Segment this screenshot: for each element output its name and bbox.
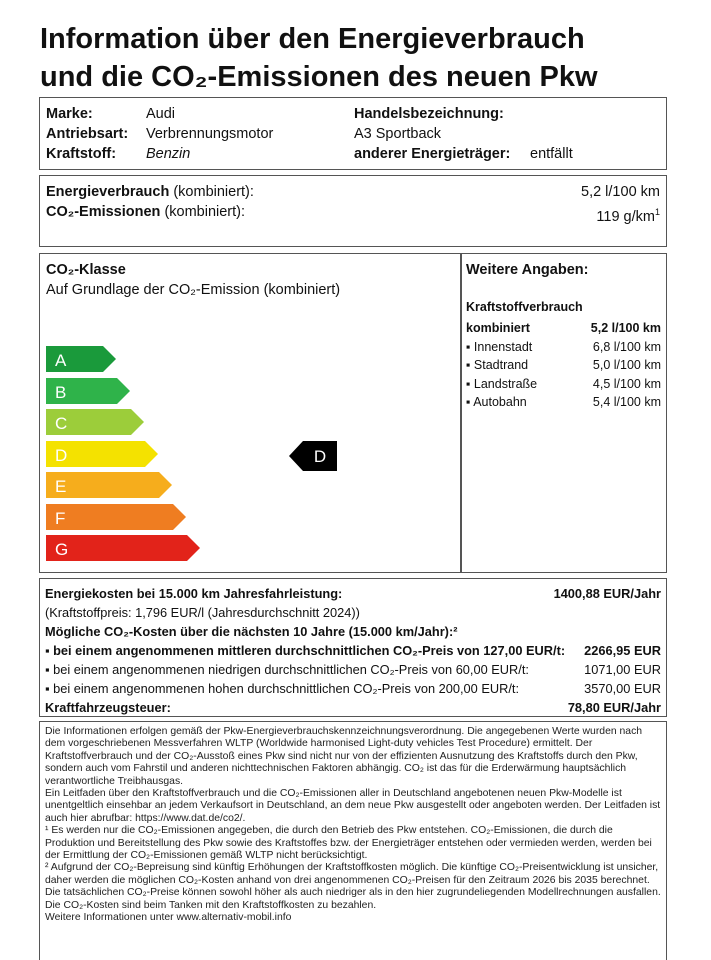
- co2-price-high-value: 3570,00 EUR: [584, 681, 661, 696]
- consumption-row-label: kombiniert: [466, 321, 530, 335]
- consumption-row-label: ▪ Innenstadt: [466, 339, 533, 354]
- co2-price-mid-label: ▪ bei einem angenommenen mittleren durchschnittlichen CO₂-Preis von 127,00 EUR/t:: [45, 643, 566, 658]
- co2-costs-heading: Mögliche CO₂-Kosten über die nächsten 10 Jahre (15.000 km/Jahr):²: [45, 624, 458, 639]
- co2-price-high-label: ▪ bei einem angenommenen hohen durchschnittlichen CO₂-Preis von 200,00 EUR/t:: [45, 681, 520, 696]
- fineprint-text: [45, 726, 663, 925]
- energiekosten-label: Energiekosten bei 15.000 km Jahresfahrleistung:: [45, 586, 343, 601]
- fineprint-box: [39, 721, 667, 960]
- class-letter-g: G: [55, 540, 69, 559]
- co2-label: [46, 202, 245, 223]
- co2-label-bold: CO₂-Emissionen: [46, 204, 161, 220]
- class-letter-b: B: [55, 382, 67, 402]
- costs-box: [39, 578, 667, 717]
- kfz-steuer-label: Kraftfahrzeugsteuer:: [45, 700, 171, 715]
- class-letter-c: C: [55, 414, 68, 433]
- energie-label-bold: Energieverbrauch: [46, 184, 170, 200]
- co2-value: [596, 202, 660, 227]
- class-letter-e: E: [55, 477, 67, 496]
- marke-value: Audi: [146, 106, 176, 122]
- class-letter-a: A: [55, 351, 67, 370]
- fineprint-more-info: Weitere Informationen unter www.alternativ-mobil.info: [45, 912, 292, 924]
- kraftstoff-value: Benzin: [146, 146, 191, 162]
- further-heading: Weitere Angaben:: [466, 262, 589, 278]
- title-line-2: und die CO₂-Emissionen des neuen Pkw: [40, 61, 598, 93]
- energie-label-rest: (kombiniert):: [169, 184, 254, 200]
- further-subheading: Kraftstoffverbrauch: [466, 300, 583, 314]
- co2-price-low-label: ▪ bei einem angenommenen niedrigen durchschnittlichen CO₂-Preis von 60,00 EUR/t:: [45, 662, 529, 677]
- class-arrow-b: [46, 378, 130, 404]
- class-letter-d: D: [55, 445, 68, 465]
- current-class-marker: [289, 441, 337, 471]
- anderer-value: entfällt: [530, 146, 573, 162]
- consumption-row-value: 6,8 l/100 km: [592, 339, 661, 354]
- co2-footnote-marker: 1: [654, 207, 660, 217]
- antrieb-label: Antriebsart:: [46, 126, 129, 142]
- class-arrow-a: [46, 346, 116, 372]
- kraftstoffpreis-note: (Kraftstoffpreis: 1,796 EUR/l (Jahresdurchschnitt 2024)): [45, 605, 360, 620]
- class-arrow-d: [46, 441, 158, 467]
- energiekosten-value: 1400,88 EUR/Jahr: [553, 586, 661, 601]
- kfz-steuer-value: 78,80 EUR/Jahr: [567, 700, 661, 715]
- co2-class-subheading: Auf Grundlage der CO₂-Emission (kombiniert): [46, 282, 341, 298]
- co2-class-heading: CO₂-Klasse: [46, 262, 126, 278]
- anderer-label: anderer Energieträger:: [354, 146, 511, 162]
- handel-value: A3 Sportback: [354, 126, 442, 142]
- title-line-1: Information über den Energieverbrauch: [40, 23, 585, 55]
- consumption-row-value: 5,0 l/100 km: [592, 358, 661, 372]
- column-divider: [460, 254, 462, 572]
- energie-value: 5,2 l/100 km: [581, 184, 660, 200]
- energie-label: [46, 182, 254, 203]
- co2-class-box: [39, 253, 667, 573]
- consumption-row-label: ▪ Autobahn: [466, 395, 527, 409]
- marke-label: Marke:: [46, 106, 93, 122]
- fineprint-paragraph-2: Ein Leitfaden über den Kraftstoffverbrauch und die CO₂-Emissionen aller in Deutschland angebotenen neuen Pkw-Modelle ist unentgeltlich einsehbar an jedem Verkaufsort in Deutschland, an dem neue Pkw ausgestellt oder angeboten werden. Der Leitfaden ist auch hier abrufbar: https://www.dat.de/co2/.: [45, 788, 661, 824]
- handel-label: Handelsbezeichnung:: [354, 106, 504, 122]
- consumption-row-label: ▪ Stadtrand: [466, 358, 529, 372]
- fineprint-footnote-2: ² Aufgrund der CO₂-Bepreisung sind künftig Erhöhungen der Kraftstoffkosten möglich. Die künftige CO₂-Preisentwicklung ist unsicher, daher werden die möglichen CO₂-Kosten anhand von drei angenommenen CO₂-Preisen für den Zeitraum 2026 bis 2035 berechnet. Die tatsächlichen CO₂-Preise können sowohl höher als auch niedriger als in den hier zugrundeliegenden Modellrechnungen ausfallen. Die CO₂-Kosten sind beim Tanken mit den Kraftstoffkosten zu bezahlen.: [45, 862, 661, 911]
- page-title: [40, 20, 680, 96]
- co2-value-number: 119 g/km: [596, 208, 655, 225]
- class-arrow-f: [46, 504, 186, 530]
- fineprint-footnote-1: ¹ Es werden nur die CO₂-Emissionen angegeben, die durch den Betrieb des Pkw entstehen. CO₂-Emissionen, die durch die Produktion und Bereitstellung des Pkw sowie des Kraftstoffes bzw. der Energieträger entstehen oder vermieden werden, werden bei der Ermittlung der CO₂-Emissionen gemäß WLTP nicht berücksichtigt.: [45, 825, 652, 862]
- class-arrow-c: [46, 409, 144, 435]
- consumption-row-label: ▪ Landstraße: [466, 376, 538, 391]
- class-arrow-e: [46, 472, 172, 498]
- current-class-letter: D: [313, 447, 327, 466]
- fineprint-paragraph-1: Die Informationen erfolgen gemäß der Pkw-Energieverbrauchskennzeichnungsverordnung. Die angegebenen Werte wurden nach dem vorgeschriebenen Messverfahren WLTP (Worldwide harmonised Light-duty vehicles Test Procedure) ermittelt. Der Kraftstoffverbrauch und der CO₂-Ausstoß eines Pkw sind nicht nur von der effizienten Ausnutzung des Kraftstoffs durch den Pkw, sondern auch vom Fahrstil und anderen nichttechnischen Faktoren abhängig. CO₂ ist das für die Erderwärmung hauptsächlich verantwortliche Treibhausgas.: [45, 726, 643, 787]
- co2-label-rest: (kombiniert):: [160, 204, 246, 220]
- kraftstoff-label: Kraftstoff:: [46, 146, 117, 162]
- consumption-row-value: 5,2 l/100 km: [590, 321, 661, 335]
- class-letter-f: F: [55, 508, 66, 528]
- consumption-row-value: 5,4 l/100 km: [592, 395, 661, 409]
- vehicle-info-box: [39, 97, 667, 170]
- co2-price-low-value: 1071,00 EUR: [584, 662, 661, 677]
- co2-price-mid-value: 2266,95 EUR: [584, 643, 661, 658]
- antrieb-value: Verbrennungsmotor: [146, 126, 274, 142]
- consumption-row-value: 4,5 l/100 km: [592, 376, 661, 391]
- consumption-box: [39, 175, 667, 247]
- class-arrow-g: [46, 535, 200, 561]
